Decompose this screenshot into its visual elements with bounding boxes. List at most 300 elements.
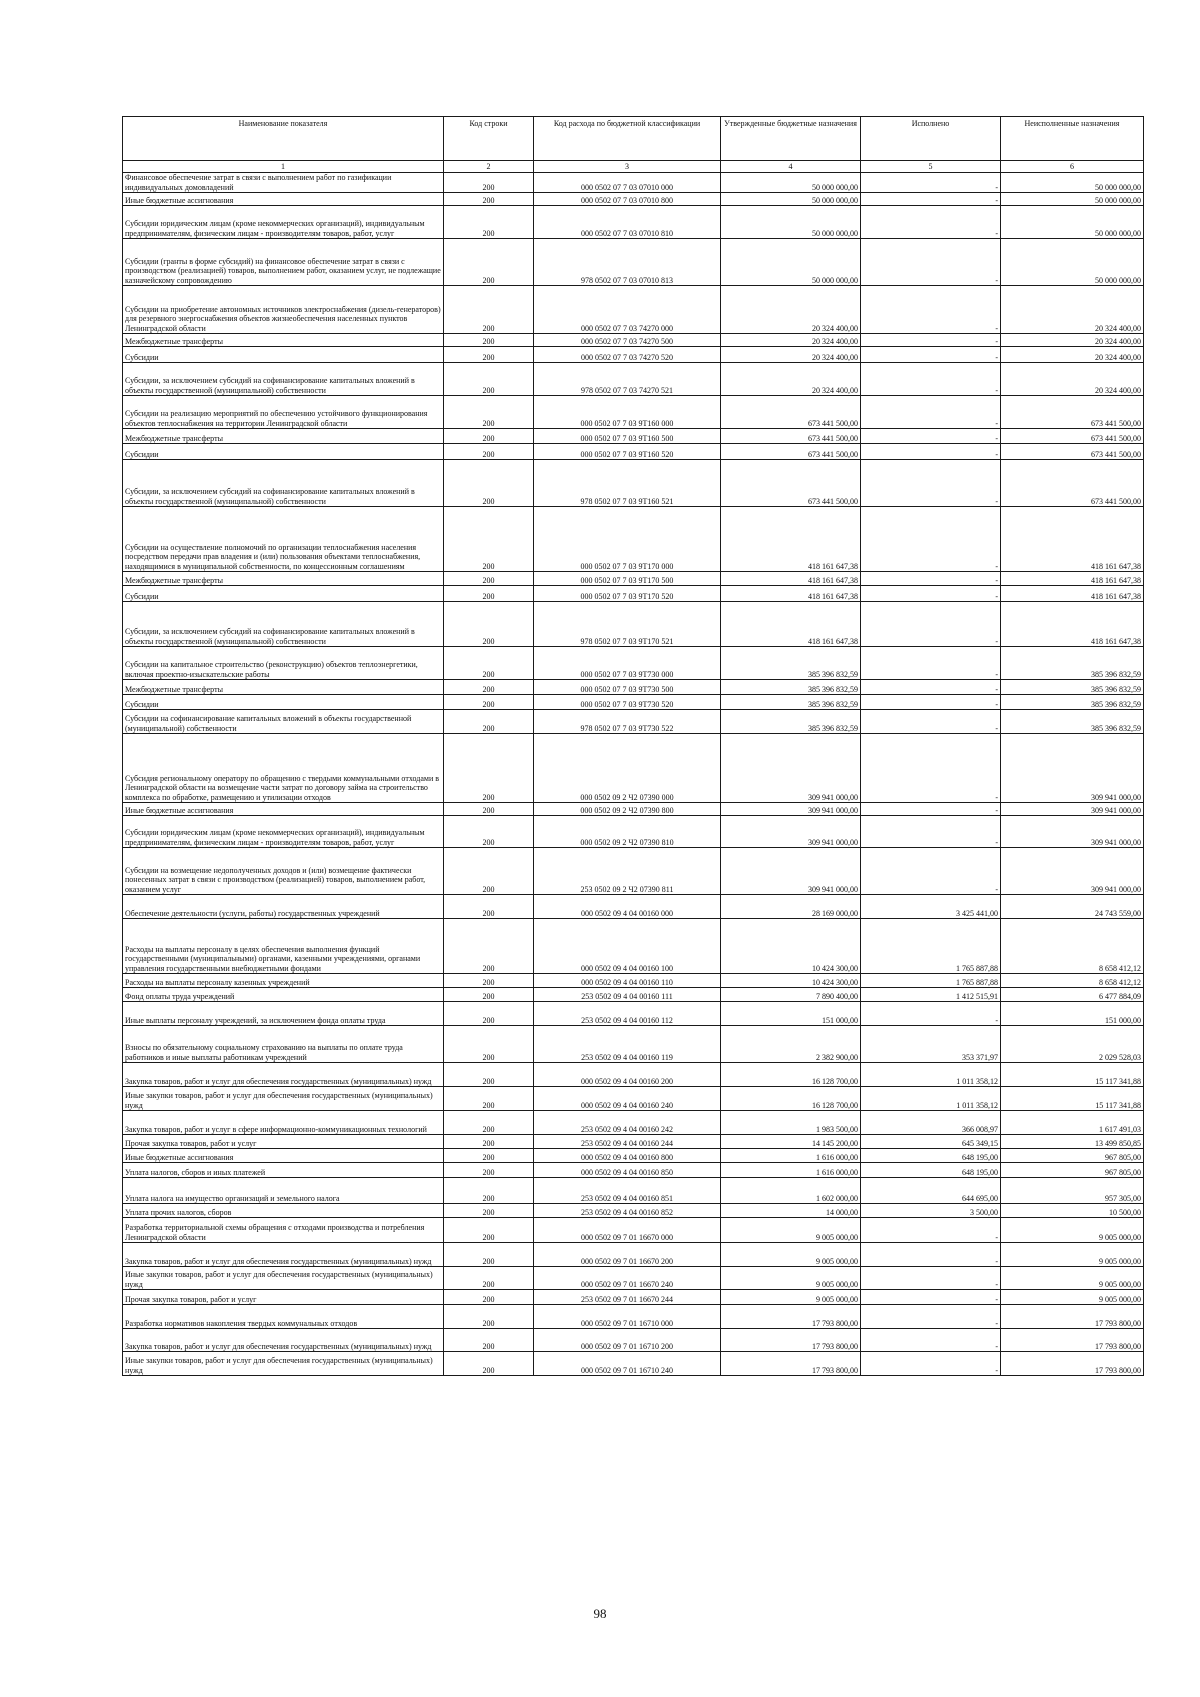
row-code: 200: [444, 710, 534, 734]
row-approved: 9 005 000,00: [721, 1267, 861, 1290]
row-name: Иные бюджетные ассигнования: [123, 1149, 444, 1163]
row-name: Межбюджетные трансферты: [123, 429, 444, 444]
row-executed: -: [861, 1305, 1001, 1329]
column-number-row: [123, 161, 1144, 173]
row-unexecuted: 309 941 000,00: [1001, 848, 1144, 895]
row-name: Закупка товаров, работ и услуг для обеспечения государственных (муниципальных) нужд: [123, 1329, 444, 1352]
row-code: 200: [444, 695, 534, 710]
table-row: [123, 334, 1144, 347]
row-name: Субсидии: [123, 347, 444, 363]
row-unexecuted: 309 941 000,00: [1001, 803, 1144, 816]
row-unexecuted: 1 617 491,03: [1001, 1111, 1144, 1135]
row-unexecuted: 673 441 500,00: [1001, 396, 1144, 429]
row-code: 200: [444, 173, 534, 193]
row-approved: 20 324 400,00: [721, 334, 861, 347]
table-row: [123, 286, 1144, 334]
row-code: 200: [444, 334, 534, 347]
row-budget-code: 000 0502 07 7 03 07010 000: [534, 173, 721, 193]
row-budget-code: 000 0502 07 7 03 9Т160 500: [534, 429, 721, 444]
row-executed: -: [861, 347, 1001, 363]
row-code: 200: [444, 1163, 534, 1178]
row-code: 200: [444, 1087, 534, 1111]
row-unexecuted: 967 805,00: [1001, 1163, 1144, 1178]
row-unexecuted: 20 324 400,00: [1001, 286, 1144, 334]
row-executed: -: [861, 1329, 1001, 1352]
row-executed: 353 371,97: [861, 1026, 1001, 1063]
row-unexecuted: 50 000 000,00: [1001, 193, 1144, 206]
row-executed: -: [861, 647, 1001, 680]
row-approved: 9 005 000,00: [721, 1243, 861, 1267]
row-executed: -: [861, 193, 1001, 206]
row-executed: -: [861, 586, 1001, 602]
row-name: Взносы по обязательному социальному страхованию на выплаты по оплате труда работников и иные выплаты работникам учреждений: [123, 1026, 444, 1063]
row-approved: 673 441 500,00: [721, 429, 861, 444]
column-number: 2: [444, 161, 534, 173]
table-row: [123, 1135, 1144, 1149]
row-budget-code: 000 0502 07 7 03 9Т170 520: [534, 586, 721, 602]
row-unexecuted: 6 477 884,09: [1001, 988, 1144, 1002]
row-code: 200: [444, 572, 534, 586]
row-code: 200: [444, 239, 534, 286]
row-executed: -: [861, 396, 1001, 429]
row-code: 200: [444, 460, 534, 507]
row-unexecuted: 8 658 412,12: [1001, 919, 1144, 974]
budget-execution-table: [122, 116, 1144, 1376]
row-code: 200: [444, 507, 534, 572]
row-name: Субсидии: [123, 444, 444, 460]
table-row: [123, 460, 1144, 507]
row-approved: 1 983 500,00: [721, 1111, 861, 1135]
row-code: 200: [444, 816, 534, 848]
row-name: Субсидии на реализацию мероприятий по обеспечению устойчивого функционирования объектов теплоснабжения на территории Ленинградской области: [123, 396, 444, 429]
row-approved: 17 793 800,00: [721, 1329, 861, 1352]
row-budget-code: 000 0502 09 4 04 00160 000: [534, 895, 721, 919]
row-executed: -: [861, 848, 1001, 895]
row-code: 200: [444, 347, 534, 363]
row-executed: -: [861, 334, 1001, 347]
row-approved: 16 128 700,00: [721, 1087, 861, 1111]
row-budget-code: 978 0502 07 7 03 9Т170 521: [534, 602, 721, 647]
row-name: Межбюджетные трансферты: [123, 572, 444, 586]
row-name: Иные выплаты персоналу учреждений, за исключением фонда оплаты труда: [123, 1002, 444, 1026]
row-unexecuted: 20 324 400,00: [1001, 334, 1144, 347]
row-budget-code: 000 0502 09 2 Ч2 07390 800: [534, 803, 721, 816]
table-row: [123, 680, 1144, 695]
row-executed: -: [861, 1218, 1001, 1243]
row-code: 200: [444, 803, 534, 816]
column-number: 6: [1001, 161, 1144, 173]
row-name: Иные бюджетные ассигнования: [123, 193, 444, 206]
row-budget-code: 000 0502 09 4 04 00160 240: [534, 1087, 721, 1111]
header-row-code: Код строки: [444, 117, 534, 161]
row-executed: -: [861, 173, 1001, 193]
row-unexecuted: 2 029 528,03: [1001, 1026, 1144, 1063]
row-executed: 644 695,00: [861, 1178, 1001, 1204]
row-approved: 50 000 000,00: [721, 239, 861, 286]
row-approved: 50 000 000,00: [721, 206, 861, 239]
row-budget-code: 000 0502 09 7 01 16670 240: [534, 1267, 721, 1290]
row-code: 200: [444, 1063, 534, 1087]
row-code: 200: [444, 919, 534, 974]
row-budget-code: 000 0502 09 7 01 16670 000: [534, 1218, 721, 1243]
row-code: 200: [444, 1329, 534, 1352]
table-row: [123, 848, 1144, 895]
row-executed: -: [861, 444, 1001, 460]
row-unexecuted: 673 441 500,00: [1001, 460, 1144, 507]
header-approved: Утвержденные бюджетные назначения: [721, 117, 861, 161]
row-executed: -: [861, 1352, 1001, 1376]
table-row: [123, 206, 1144, 239]
row-executed: -: [861, 680, 1001, 695]
row-unexecuted: 15 117 341,88: [1001, 1063, 1144, 1087]
row-code: 200: [444, 1290, 534, 1305]
row-approved: 151 000,00: [721, 1002, 861, 1026]
row-budget-code: 000 0502 07 7 03 07010 810: [534, 206, 721, 239]
row-budget-code: 000 0502 09 4 04 00160 110: [534, 974, 721, 988]
row-name: Субсидии: [123, 695, 444, 710]
row-approved: 20 324 400,00: [721, 363, 861, 396]
row-executed: -: [861, 602, 1001, 647]
table-row: [123, 1178, 1144, 1204]
row-code: 200: [444, 206, 534, 239]
row-unexecuted: 673 441 500,00: [1001, 444, 1144, 460]
row-budget-code: 000 0502 09 7 01 16710 200: [534, 1329, 721, 1352]
row-code: 200: [444, 444, 534, 460]
row-name: Субсидии, за исключением субсидий на софинансирование капитальных вложений в объекты государственной (муниципальной) собственности: [123, 602, 444, 647]
row-name: Субсидия региональному оператору по обращению с твердыми коммунальными отходами в Ленинградской области на возмещение части затрат по договору займа на строительство комплекса по обработке, размещению и утилизации отходов: [123, 734, 444, 803]
row-budget-code: 000 0502 09 4 04 00160 200: [534, 1063, 721, 1087]
row-unexecuted: 17 793 800,00: [1001, 1352, 1144, 1376]
row-unexecuted: 9 005 000,00: [1001, 1243, 1144, 1267]
row-code: 200: [444, 602, 534, 647]
row-code: 200: [444, 848, 534, 895]
table-row: [123, 572, 1144, 586]
table-row: [123, 988, 1144, 1002]
row-approved: 14 145 200,00: [721, 1135, 861, 1149]
row-budget-code: 000 0502 07 7 03 9Т730 000: [534, 647, 721, 680]
row-budget-code: 000 0502 07 7 03 9Т160 520: [534, 444, 721, 460]
row-code: 200: [444, 680, 534, 695]
row-name: Межбюджетные трансферты: [123, 680, 444, 695]
table-row: [123, 734, 1144, 803]
row-budget-code: 978 0502 07 7 03 07010 813: [534, 239, 721, 286]
row-executed: -: [861, 460, 1001, 507]
table-row: [123, 1111, 1144, 1135]
row-unexecuted: 20 324 400,00: [1001, 363, 1144, 396]
row-budget-code: 978 0502 07 7 03 9Т730 522: [534, 710, 721, 734]
row-executed: 3 500,00: [861, 1204, 1001, 1218]
row-approved: 16 128 700,00: [721, 1063, 861, 1087]
row-name: Разработка нормативов накопления твердых коммунальных отходов: [123, 1305, 444, 1329]
table-row: [123, 444, 1144, 460]
row-approved: 9 005 000,00: [721, 1218, 861, 1243]
row-executed: 3 425 441,00: [861, 895, 1001, 919]
row-approved: 2 382 900,00: [721, 1026, 861, 1063]
row-name: Закупка товаров, работ и услуг для обеспечения государственных (муниципальных) нужд: [123, 1243, 444, 1267]
row-executed: -: [861, 1243, 1001, 1267]
row-unexecuted: 309 941 000,00: [1001, 734, 1144, 803]
row-approved: 385 396 832,59: [721, 647, 861, 680]
row-approved: 17 793 800,00: [721, 1352, 861, 1376]
table-row: [123, 974, 1144, 988]
row-executed: 1 011 358,12: [861, 1087, 1001, 1111]
row-budget-code: 000 0502 09 4 04 00160 100: [534, 919, 721, 974]
row-name: Уплата налогов, сборов и иных платежей: [123, 1163, 444, 1178]
header-budget-classification-code: Код расхода по бюджетной классификации: [534, 117, 721, 161]
row-unexecuted: 418 161 647,38: [1001, 572, 1144, 586]
row-code: 200: [444, 1352, 534, 1376]
row-budget-code: 000 0502 07 7 03 74270 000: [534, 286, 721, 334]
table-row: [123, 1267, 1144, 1290]
row-name: Иные закупки товаров, работ и услуг для обеспечения государственных (муниципальных) нужд: [123, 1352, 444, 1376]
row-code: 200: [444, 895, 534, 919]
row-budget-code: 000 0502 07 7 03 9Т170 500: [534, 572, 721, 586]
row-budget-code: 000 0502 07 7 03 74270 520: [534, 347, 721, 363]
row-approved: 1 602 000,00: [721, 1178, 861, 1204]
row-approved: 418 161 647,38: [721, 586, 861, 602]
row-code: 200: [444, 1135, 534, 1149]
row-approved: 9 005 000,00: [721, 1290, 861, 1305]
row-code: 200: [444, 647, 534, 680]
row-name: Субсидии на осуществление полномочий по организации теплоснабжения населения посредством передачи прав владения и (или) пользования объектами теплоснабжения, находящимися в муниципальной собственности, по концессионным соглашениям: [123, 507, 444, 572]
table-row: [123, 1026, 1144, 1063]
row-executed: -: [861, 816, 1001, 848]
row-budget-code: 000 0502 09 2 Ч2 07390 810: [534, 816, 721, 848]
row-budget-code: 253 0502 09 4 04 00160 851: [534, 1178, 721, 1204]
row-approved: 418 161 647,38: [721, 602, 861, 647]
row-unexecuted: 385 396 832,59: [1001, 647, 1144, 680]
row-executed: -: [861, 507, 1001, 572]
row-executed: 1 765 887,88: [861, 974, 1001, 988]
row-unexecuted: 20 324 400,00: [1001, 347, 1144, 363]
row-code: 200: [444, 1218, 534, 1243]
table-row: [123, 1305, 1144, 1329]
table-row: [123, 1149, 1144, 1163]
table-row: [123, 429, 1144, 444]
row-budget-code: 253 0502 09 4 04 00160 852: [534, 1204, 721, 1218]
row-name: Межбюджетные трансферты: [123, 334, 444, 347]
table-row: [123, 919, 1144, 974]
table-row: [123, 1087, 1144, 1111]
row-unexecuted: 13 499 850,85: [1001, 1135, 1144, 1149]
row-budget-code: 253 0502 09 4 04 00160 119: [534, 1026, 721, 1063]
row-name: Субсидии: [123, 586, 444, 602]
row-code: 200: [444, 988, 534, 1002]
row-name: Разработка территориальной схемы обращения с отходами производства и потребления Ленинградской области: [123, 1218, 444, 1243]
row-budget-code: 000 0502 09 4 04 00160 800: [534, 1149, 721, 1163]
row-unexecuted: 385 396 832,59: [1001, 695, 1144, 710]
row-name: Уплата прочих налогов, сборов: [123, 1204, 444, 1218]
table-row: [123, 1063, 1144, 1087]
row-budget-code: 000 0502 09 2 Ч2 07390 000: [534, 734, 721, 803]
table-row: [123, 1204, 1144, 1218]
row-budget-code: 000 0502 07 7 03 9Т730 520: [534, 695, 721, 710]
row-unexecuted: 17 793 800,00: [1001, 1329, 1144, 1352]
row-approved: 309 941 000,00: [721, 816, 861, 848]
row-unexecuted: 385 396 832,59: [1001, 710, 1144, 734]
header-name: Наименование показателя: [123, 117, 444, 161]
row-approved: 385 396 832,59: [721, 710, 861, 734]
row-budget-code: 000 0502 07 7 03 9Т170 000: [534, 507, 721, 572]
table-row: [123, 1243, 1144, 1267]
row-executed: -: [861, 1290, 1001, 1305]
row-approved: 10 424 300,00: [721, 919, 861, 974]
header-unexecuted: Неисполненные назначения: [1001, 117, 1144, 161]
row-name: Субсидии на возмещение недополученных доходов и (или) возмещение фактически понесенных затрат в связи с производством (реализацией) товаров, выполнением работ, оказанием услуг: [123, 848, 444, 895]
row-executed: -: [861, 572, 1001, 586]
row-budget-code: 000 0502 07 7 03 74270 500: [534, 334, 721, 347]
row-executed: -: [861, 286, 1001, 334]
row-code: 200: [444, 1204, 534, 1218]
table-row: [123, 347, 1144, 363]
row-code: 200: [444, 974, 534, 988]
row-executed: 645 349,15: [861, 1135, 1001, 1149]
row-approved: 20 324 400,00: [721, 286, 861, 334]
row-name: Субсидии юридическим лицам (кроме некоммерческих организаций), индивидуальным предпринимателям, физическим лицам - производителям товаров, работ, услуг: [123, 816, 444, 848]
row-budget-code: 000 0502 09 7 01 16670 200: [534, 1243, 721, 1267]
table-row: [123, 803, 1144, 816]
row-approved: 28 169 000,00: [721, 895, 861, 919]
row-executed: -: [861, 695, 1001, 710]
row-unexecuted: 9 005 000,00: [1001, 1218, 1144, 1243]
table-row: [123, 239, 1144, 286]
row-code: 200: [444, 429, 534, 444]
row-name: Расходы на выплаты персоналу казенных учреждений: [123, 974, 444, 988]
row-approved: 20 324 400,00: [721, 347, 861, 363]
row-unexecuted: 50 000 000,00: [1001, 206, 1144, 239]
row-code: 200: [444, 1243, 534, 1267]
row-unexecuted: 24 743 559,00: [1001, 895, 1144, 919]
row-name: Субсидии юридическим лицам (кроме некоммерческих организаций), индивидуальным предпринимателям, физическим лицам - производителям товаров, работ, услуг: [123, 206, 444, 239]
row-code: 200: [444, 1149, 534, 1163]
row-name: Субсидии (гранты в форме субсидий) на финансовое обеспечение затрат в связи с производством (реализацией) товаров, выполнением работ, оказанием услуг, не подлежащие казначейскому сопровождению: [123, 239, 444, 286]
column-number: 5: [861, 161, 1001, 173]
row-approved: 1 616 000,00: [721, 1163, 861, 1178]
row-budget-code: 978 0502 07 7 03 9Т160 521: [534, 460, 721, 507]
row-executed: 1 011 358,12: [861, 1063, 1001, 1087]
table-row: [123, 1329, 1144, 1352]
row-name: Субсидии на приобретение автономных источников электроснабжения (дизель-генераторов) для резервного энергоснабжения объектов жизнеобеспечения населенных пунктов Ленинградской области: [123, 286, 444, 334]
table-row: [123, 507, 1144, 572]
row-name: Прочая закупка товаров, работ и услуг: [123, 1135, 444, 1149]
row-executed: -: [861, 429, 1001, 444]
row-unexecuted: 151 000,00: [1001, 1002, 1144, 1026]
row-unexecuted: 9 005 000,00: [1001, 1267, 1144, 1290]
row-name: Субсидии на капитальное строительство (реконструкцию) объектов теплоэнергетики, включая проектно-изыскательские работы: [123, 647, 444, 680]
row-code: 200: [444, 1305, 534, 1329]
table-row: [123, 602, 1144, 647]
row-budget-code: 000 0502 07 7 03 9Т730 500: [534, 680, 721, 695]
table-row: [123, 193, 1144, 206]
row-code: 200: [444, 1026, 534, 1063]
row-unexecuted: 309 941 000,00: [1001, 816, 1144, 848]
row-approved: 418 161 647,38: [721, 507, 861, 572]
row-executed: -: [861, 206, 1001, 239]
row-budget-code: 000 0502 09 7 01 16710 240: [534, 1352, 721, 1376]
row-code: 200: [444, 1178, 534, 1204]
row-name: Прочая закупка товаров, работ и услуг: [123, 1290, 444, 1305]
column-number: 1: [123, 161, 444, 173]
row-budget-code: 978 0502 07 7 03 74270 521: [534, 363, 721, 396]
row-code: 200: [444, 193, 534, 206]
table-row: [123, 1290, 1144, 1305]
page-number: 98: [593, 1606, 607, 1621]
table-row: [123, 363, 1144, 396]
row-unexecuted: 418 161 647,38: [1001, 586, 1144, 602]
row-name: Иные закупки товаров, работ и услуг для обеспечения государственных (муниципальных) нужд: [123, 1087, 444, 1111]
row-budget-code: 000 0502 09 7 01 16710 000: [534, 1305, 721, 1329]
row-code: 200: [444, 734, 534, 803]
table-row: [123, 1352, 1144, 1376]
header-executed: Исполнено: [861, 117, 1001, 161]
row-approved: 385 396 832,59: [721, 695, 861, 710]
row-approved: 385 396 832,59: [721, 680, 861, 695]
table-row: [123, 1163, 1144, 1178]
row-budget-code: 253 0502 09 7 01 16670 244: [534, 1290, 721, 1305]
row-approved: 17 793 800,00: [721, 1305, 861, 1329]
table-row: [123, 396, 1144, 429]
table-row: [123, 895, 1144, 919]
table-row: [123, 710, 1144, 734]
row-name: Расходы на выплаты персоналу в целях обеспечения выполнения функций государственными (муниципальными) органами, казенными учреждениями, органами управления государственными внебюджетными фондами: [123, 919, 444, 974]
row-budget-code: 253 0502 09 2 Ч2 07390 811: [534, 848, 721, 895]
row-approved: 14 000,00: [721, 1204, 861, 1218]
table-row: [123, 695, 1144, 710]
row-name: Субсидии, за исключением субсидий на софинансирование капитальных вложений в объекты государственной (муниципальной) собственности: [123, 363, 444, 396]
row-unexecuted: 418 161 647,38: [1001, 602, 1144, 647]
header-row: [123, 117, 1144, 161]
row-code: 200: [444, 1002, 534, 1026]
row-unexecuted: 957 305,00: [1001, 1178, 1144, 1204]
row-unexecuted: 385 396 832,59: [1001, 680, 1144, 695]
row-executed: 1 412 515,91: [861, 988, 1001, 1002]
row-unexecuted: 9 005 000,00: [1001, 1290, 1144, 1305]
row-executed: -: [861, 363, 1001, 396]
row-approved: 673 441 500,00: [721, 396, 861, 429]
row-budget-code: 253 0502 09 4 04 00160 112: [534, 1002, 721, 1026]
row-approved: 418 161 647,38: [721, 572, 861, 586]
row-name: Субсидии, за исключением субсидий на софинансирование капитальных вложений в объекты государственной (муниципальной) собственности: [123, 460, 444, 507]
row-approved: 309 941 000,00: [721, 734, 861, 803]
table-row: [123, 586, 1144, 602]
row-name: Иные бюджетные ассигнования: [123, 803, 444, 816]
row-budget-code: 253 0502 09 4 04 00160 244: [534, 1135, 721, 1149]
row-unexecuted: 10 500,00: [1001, 1204, 1144, 1218]
row-executed: -: [861, 1002, 1001, 1026]
row-name: Обеспечение деятельности (услуги, работы) государственных учреждений: [123, 895, 444, 919]
row-unexecuted: 50 000 000,00: [1001, 239, 1144, 286]
row-code: 200: [444, 363, 534, 396]
row-executed: 648 195,00: [861, 1163, 1001, 1178]
row-name: Закупка товаров, работ и услуг для обеспечения государственных (муниципальных) нужд: [123, 1063, 444, 1087]
row-unexecuted: 50 000 000,00: [1001, 173, 1144, 193]
row-name: Финансовое обеспечение затрат в связи с выполнением работ по газификации индивидуальных домовладений: [123, 173, 444, 193]
table-row: [123, 1002, 1144, 1026]
row-name: Уплата налога на имущество организаций и земельного налога: [123, 1178, 444, 1204]
row-executed: -: [861, 710, 1001, 734]
row-executed: -: [861, 803, 1001, 816]
table-row: [123, 647, 1144, 680]
row-unexecuted: 17 793 800,00: [1001, 1305, 1144, 1329]
table-row: [123, 816, 1144, 848]
table-body: [123, 173, 1144, 1376]
row-budget-code: 253 0502 09 4 04 00160 111: [534, 988, 721, 1002]
row-name: Закупка товаров, работ и услуг в сфере информационно-коммуникационных технологий: [123, 1111, 444, 1135]
row-approved: 1 616 000,00: [721, 1149, 861, 1163]
row-approved: 50 000 000,00: [721, 173, 861, 193]
row-budget-code: 000 0502 07 7 03 9Т160 000: [534, 396, 721, 429]
row-unexecuted: 673 441 500,00: [1001, 429, 1144, 444]
